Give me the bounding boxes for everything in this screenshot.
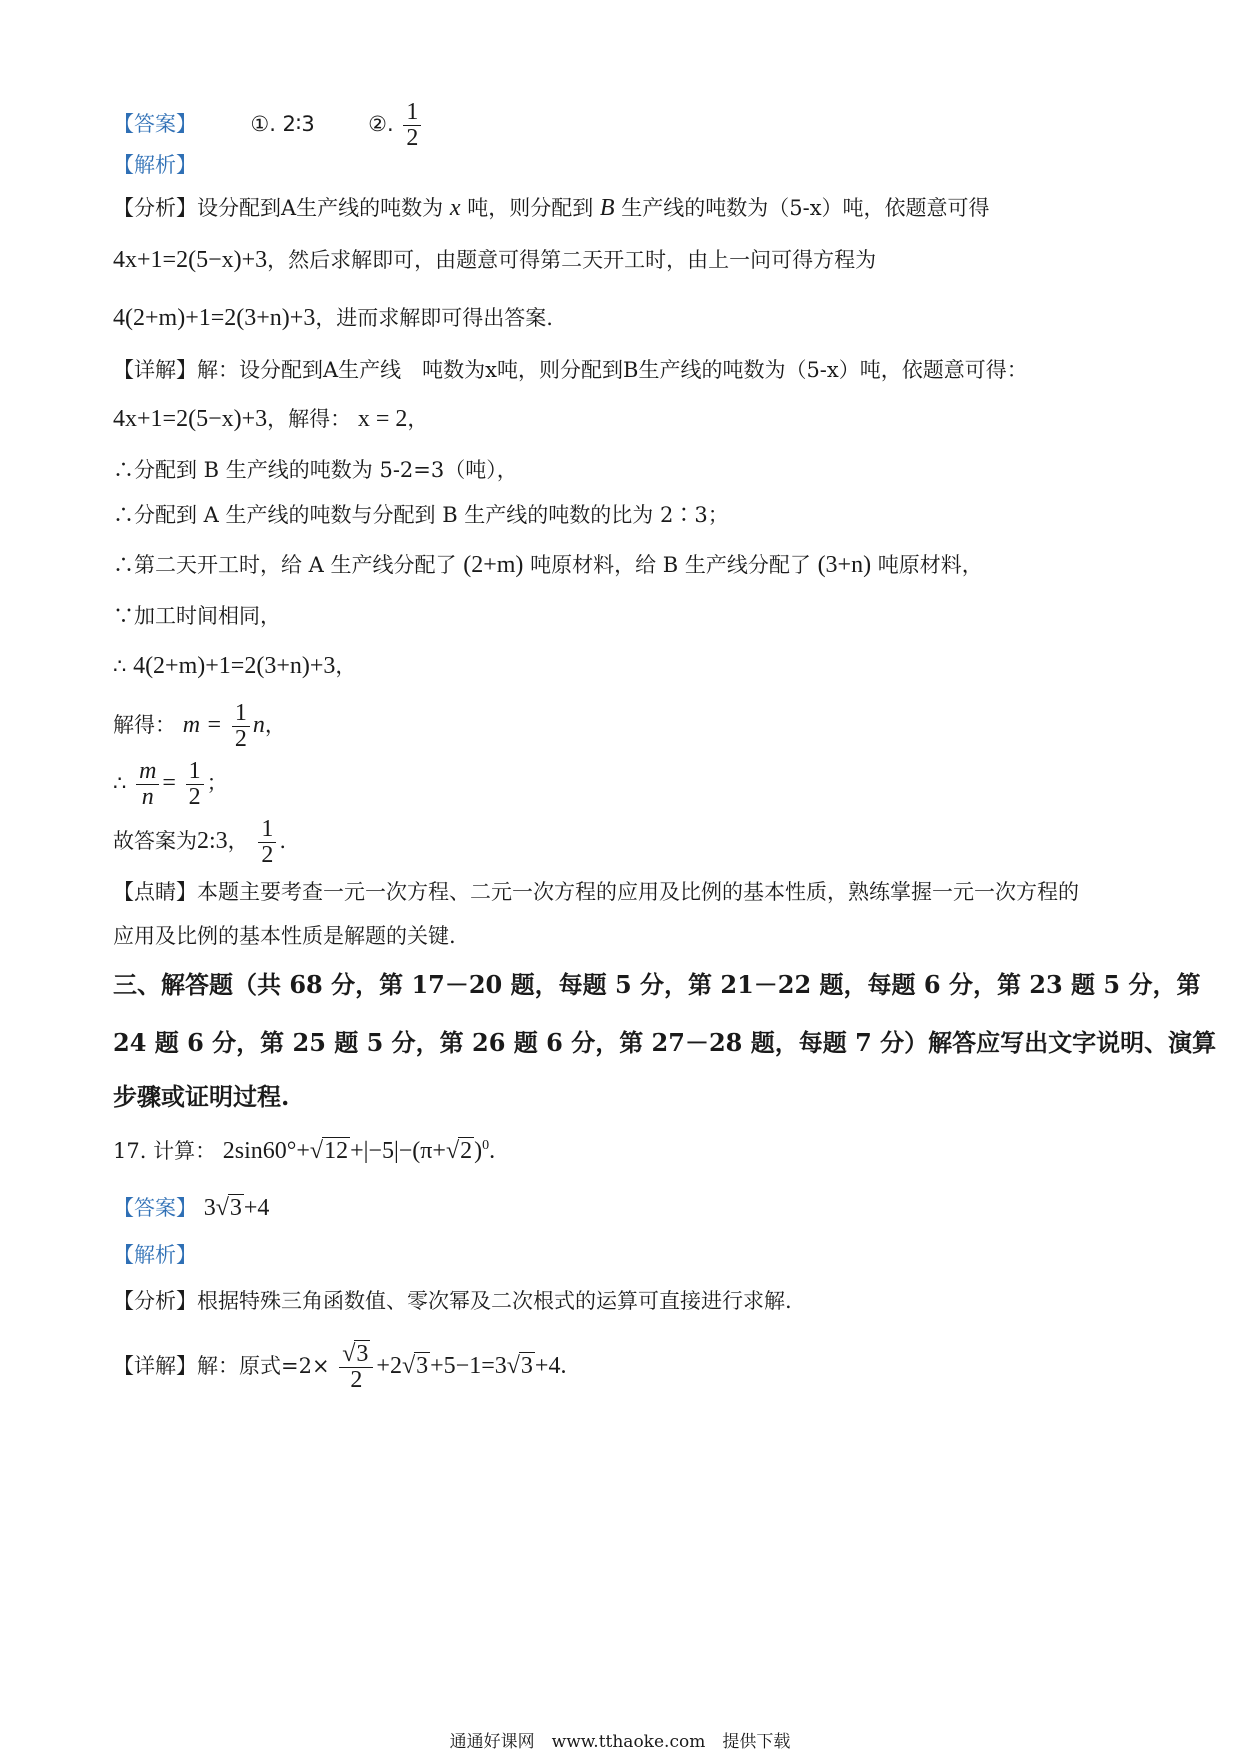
fraction-denominator: 2 (350, 1367, 363, 1393)
analysis-text: ，进而求解即可得出答案. (315, 306, 553, 330)
detail-16-line-7 (113, 651, 356, 681)
punctuation: . (560, 1353, 567, 1379)
fraction (232, 701, 250, 752)
punctuation: ， (227, 829, 249, 853)
fraction-denominator: 2 (188, 784, 201, 810)
sqrt-icon: √ (342, 1340, 356, 1367)
jiexi-16 (113, 150, 197, 180)
therefore-symbol: ∴ (113, 771, 127, 795)
fraction (339, 1342, 373, 1393)
ratio: 2:3 (197, 828, 228, 854)
detail-text: 解得： (113, 713, 176, 737)
expr-part: +|−5|−(π+ (350, 1138, 446, 1164)
equation-rhs: n (252, 712, 265, 738)
section-3-heading-line-3: 步骤或证明过程. (113, 1082, 290, 1111)
sqrt-icon: √ (215, 1195, 229, 1221)
detail-text: ，解得： (267, 407, 352, 431)
fraction-denominator: 2 (234, 726, 247, 752)
answer-16-line (113, 100, 424, 151)
question-17 (113, 1128, 495, 1169)
equation: 4(2+m)+1=2(3+n)+3 (133, 653, 336, 679)
expr-part: +4 (243, 1195, 270, 1221)
expr-part: +5−1=3 (430, 1353, 507, 1379)
footer-watermark: 通通好课网 www.tthaoke.com 提供下载 (449, 1732, 791, 1752)
detail-text: ∴第二天开工时，给 A 生产线分配了 (113, 553, 457, 577)
comment-text: 本题主要考查一元一次方程、二元一次方程的应用及比例的基本性质，熟练掌握一元一次方程的 (197, 880, 1079, 904)
fraction-numerator: 1 (232, 701, 250, 727)
fraction-numerator: 1 (186, 759, 204, 785)
section-3-heading-line-2: 24 题 6 分，第 25 题 5 分，第 26 题 6 分，第 27－28 题，每题 7 分）解答应写出文字说明、演算 (113, 1028, 1217, 1057)
fraction (258, 817, 276, 868)
sqrt-icon: √ (309, 1138, 324, 1164)
equation: 4(2+m)+1=2(3+n)+3 (113, 305, 316, 331)
detail-16-line-5 (113, 550, 983, 580)
analysis-16-line-2 (113, 245, 876, 275)
punctuation: ， (407, 407, 429, 431)
detail-16-line-8 (113, 700, 286, 752)
exponent: 0 (482, 1138, 490, 1153)
therefore-symbol: ∴ (113, 654, 127, 678)
comment-16-line-2: 应用及比例的基本性质是解题的关键. (113, 924, 456, 948)
sqrt-radicand: 3 (520, 1353, 533, 1379)
answer-item-1: ①. 2∶3 (250, 112, 315, 137)
analysis-text: 设分配到A生产线的吨数为 (197, 196, 444, 220)
detail-text: 故答案为 (113, 829, 197, 853)
sqrt-radicand: 12 (324, 1138, 349, 1164)
jiexi-tag: 【解析】 (113, 1243, 197, 1267)
expression: (2+m) (463, 552, 524, 578)
detail-16-line-4: ∴分配到 A 生产线的吨数与分配到 B 生产线的吨数的比为 2∶3； (113, 503, 729, 527)
answer-tag: 【答案】 (113, 1196, 197, 1220)
fraction-denominator: 2 (406, 125, 419, 152)
analysis-text: 生产线的吨数为（5-x）吨，依题意可得 (621, 196, 990, 220)
sqrt-radicand: 3 (229, 1195, 242, 1221)
punctuation: . (279, 829, 287, 853)
section-3-heading-line-1: 三、解答题（共 68 分，第 17－20 题，每题 5 分，第 21－22 题，每题 6 分，第 23 题 5 分，第 (113, 970, 1201, 999)
analysis-text: 根据特殊三角函数值、零次幂及二次根式的运算可直接进行求解. (197, 1289, 792, 1313)
sqrt-icon: √ (401, 1353, 416, 1379)
fraction-numerator (339, 1342, 373, 1368)
punctuation: ； (206, 771, 228, 795)
analysis-tag: 【分析】 (113, 196, 197, 220)
question-number: 17. 计算： (113, 1139, 217, 1163)
answer-tag: 【答案】 (113, 112, 197, 137)
variable-x: x (449, 195, 461, 221)
analysis-text: ，然后求解即可，由题意可得第二天开工时，由上一问可得方程为 (267, 248, 877, 272)
detail-16-line-9 (113, 758, 228, 810)
expr-part: +4 (534, 1353, 561, 1379)
detail-16-line-10 (113, 816, 286, 868)
answer-value (204, 1195, 270, 1221)
detail-16-line-1 (113, 355, 1028, 385)
expr-part: ) (474, 1138, 483, 1164)
detail-text: 解：设分配到A生产线 吨数为x吨，则分配到B生产线的吨数为（5-x）吨，依题意可得： (197, 358, 1028, 382)
sqrt-radicand: 2 (460, 1138, 473, 1164)
equation: 4x+1=2(5−x)+3 (113, 406, 268, 432)
expression: (3+n) (817, 552, 872, 578)
detail-tag: 【详解】 (113, 358, 197, 382)
question-expression (223, 1138, 495, 1164)
punctuation: . (489, 1138, 496, 1164)
detail-expression (376, 1353, 566, 1379)
sqrt-icon: √ (506, 1353, 520, 1379)
expr-part: 2sin60°+ (222, 1138, 310, 1164)
fraction-numerator: 1 (403, 100, 421, 126)
detail-16-line-2 (113, 404, 428, 434)
equation: 4x+1=2(5−x)+3 (113, 247, 268, 273)
fraction-numerator: 1 (258, 817, 276, 843)
variable-b: B (599, 195, 615, 221)
jiexi-17 (113, 1240, 197, 1270)
analysis-text: 吨，则分配到 (467, 196, 594, 220)
detail-tag: 【详解】 (113, 1354, 197, 1378)
equation-lhs: m = (182, 712, 223, 738)
sqrt-icon: √ (445, 1138, 460, 1164)
equals-sign: = (162, 770, 176, 796)
punctuation: ， (264, 713, 286, 737)
comment-16-line-1 (113, 877, 1079, 907)
answer-17-line (113, 1190, 269, 1226)
jiexi-tag: 【解析】 (113, 153, 197, 177)
fraction-denominator: 2 (261, 842, 274, 868)
answer-item-2-prefix: ②. (368, 112, 394, 137)
sqrt-radicand: 3 (416, 1353, 429, 1379)
fraction-numerator: m (136, 759, 159, 785)
detail-text: 吨原材料， (877, 553, 983, 577)
answer-item-2-fraction (403, 100, 421, 151)
detail-17-line (113, 1336, 566, 1396)
fraction-denominator: n (141, 784, 154, 810)
fraction (186, 759, 204, 810)
expr-part: +2 (376, 1353, 402, 1379)
detail-16-line-3: ∴分配到 B 生产线的吨数为 5-2=3（吨）， (113, 458, 518, 482)
detail-text: 吨原材料，给 B 生产线分配了 (530, 553, 811, 577)
analysis-17-line (113, 1286, 792, 1316)
analysis-16-line-1 (113, 193, 990, 223)
detail-text: 解：原式=2× (197, 1354, 330, 1378)
comment-tag: 【点睛】 (113, 880, 197, 904)
analysis-tag: 【分析】 (113, 1289, 197, 1313)
detail-16-line-6: ∵加工时间相同， (113, 604, 281, 628)
analysis-16-line-3 (113, 303, 553, 333)
solution: x = 2 (357, 406, 408, 432)
coefficient: 3 (203, 1195, 216, 1221)
fraction (136, 759, 159, 810)
punctuation: ， (335, 654, 357, 678)
sqrt-radicand: 3 (356, 1340, 369, 1367)
